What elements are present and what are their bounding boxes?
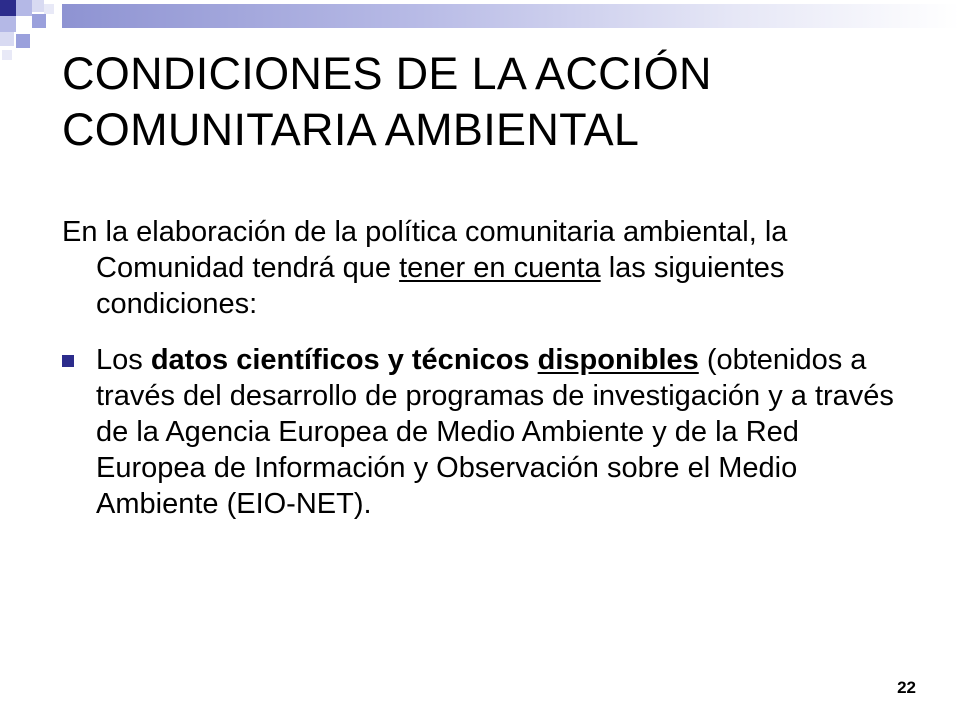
corner-square-decoration — [0, 0, 16, 16]
slide-body — [62, 214, 902, 522]
square-bullet-icon — [62, 355, 74, 367]
intro-text-before: En la elaboración de la política comunitaria ambiental, la Comunidad tendrá que — [62, 216, 788, 284]
corner-square-decoration — [0, 32, 14, 46]
intro-paragraph — [62, 214, 902, 322]
corner-square-decoration — [16, 16, 32, 32]
slide-title — [62, 46, 922, 158]
corner-square-decoration — [2, 50, 12, 60]
intro-text-after: las siguientes condiciones: — [96, 252, 785, 320]
corner-square-decoration — [0, 16, 16, 32]
corner-square-decoration — [44, 4, 54, 14]
corner-square-decoration — [16, 0, 32, 16]
title-line-1: CONDICIONES DE LA ACCIÓN — [62, 48, 712, 99]
bullet-text-before: Los — [96, 344, 151, 376]
bullet-bold-underlined-text: disponibles — [537, 344, 699, 376]
corner-square-decoration — [16, 34, 30, 48]
corner-square-decoration — [32, 0, 44, 12]
bullet-bold-text: datos científicos y técnicos — [150, 344, 538, 376]
intro-underlined-text: tener en cuenta — [399, 252, 601, 284]
bullet-item — [62, 342, 902, 522]
bullet-text-after: (obtenidos a través del desarrollo de programas de investigación y a través de la Agencia Europea de Medio Ambiente y de la Red Europea de Información y Observación sobre el Medio Ambiente (EIO-NET). — [96, 344, 894, 520]
page-number: 22 — [897, 678, 916, 697]
title-line-2: COMUNITARIA AMBIENTAL — [62, 104, 640, 155]
corner-square-decoration — [32, 14, 46, 28]
header-gradient-bar — [62, 4, 960, 28]
